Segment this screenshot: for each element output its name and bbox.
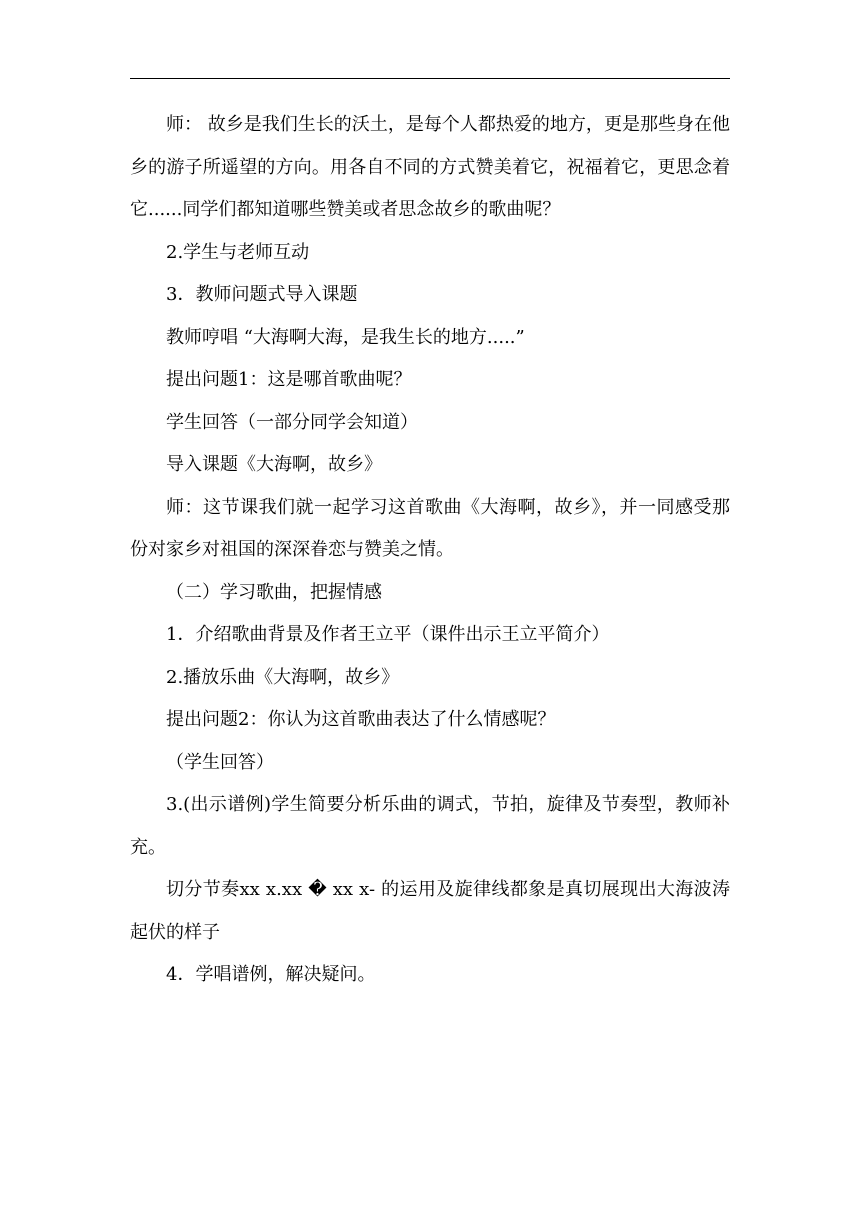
paragraph-syncopation: 切分节奏xx x.xx � xx x- 的运用及旋律线都象是真切展现出大海波涛起伏的样子	[130, 879, 730, 943]
paragraph-intro: 师： 故乡是我们生长的沃土，是每个人都热爱的地方，更是那些身在他乡的游子所遥望的方向。用各自不同的方式赞美着它，祝福着它，更思念着它......同学们都知道哪些赞美或者思念故乡的歌曲呢？	[130, 114, 730, 220]
paragraph-learn-score: 4．学唱谱例，解决疑问。	[166, 964, 376, 985]
paragraph-question-intro: 3．教师问题式导入课题	[166, 284, 358, 305]
paragraph-question-2: 提出问题2：你认为这首歌曲表达了什么情感呢？	[166, 709, 556, 730]
paragraph-topic-intro: 导入课题《大海啊，故乡》	[166, 454, 382, 475]
header-rule	[130, 78, 730, 79]
paragraph-interaction: 2.学生与老师互动	[166, 241, 310, 263]
paragraph-teacher-hum: 教师哼唱 “大海啊大海，是我生长的地方.....”	[166, 326, 525, 348]
paragraph-play-song: 2.播放乐曲《大海啊，故乡》	[166, 666, 400, 688]
paragraph-student-response: （学生回答）	[166, 751, 274, 773]
paragraph-section-heading: （二）学习歌曲，把握情感	[166, 581, 382, 603]
document-body	[130, 104, 730, 997]
paragraph-score-analysis: 3.(出示谱例)学生简要分析乐曲的调式，节拍，旋律及节奏型，教师补充。	[130, 794, 730, 858]
paragraph-lesson-goal: 师：这节课我们就一起学习这首歌曲《大海啊，故乡》，并一同感受那份对家乡对祖国的深深眷恋与赞美之情。	[130, 496, 730, 560]
paragraph-student-answer: 学生回答（一部分同学会知道）	[166, 411, 418, 433]
paragraph-question-1: 提出问题1：这是哪首歌曲呢？	[166, 369, 412, 390]
paragraph-background: 1．介绍歌曲背景及作者王立平（课件出示王立平简介）	[166, 624, 610, 645]
